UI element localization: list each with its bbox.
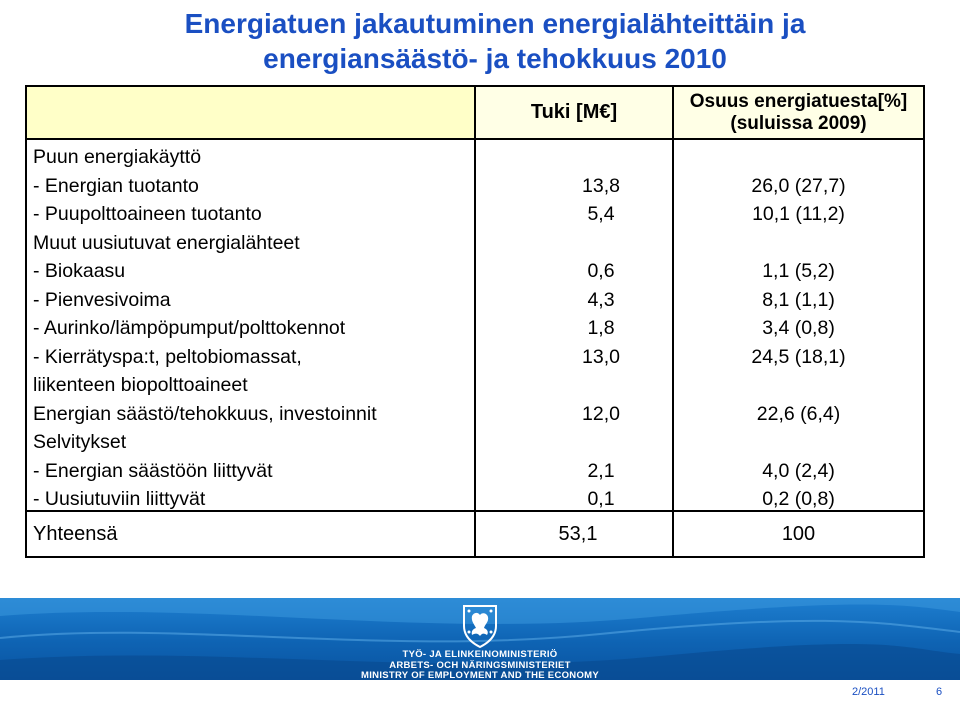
row-label: - Kierrätyspa:t, peltobiomassat, xyxy=(33,345,302,368)
total-support: 53,1 xyxy=(476,512,674,556)
row-label: - Uusiutuviin liittyvät xyxy=(33,488,206,510)
share-value: 10,1 (11,2) xyxy=(752,203,845,225)
row-label: Puun energiakäyttö xyxy=(33,146,202,168)
share-value: 22,6 (6,4) xyxy=(756,402,841,425)
row-label: - Pienvesivoima xyxy=(33,288,171,311)
page-number: 6 xyxy=(936,686,943,698)
header-share-line-1: Osuus energiatuesta[%] xyxy=(689,90,908,112)
ministry-name-sv: ARBETS- OCH NÄRINGSMINISTERIET xyxy=(389,659,571,671)
row-label: Selvitykset xyxy=(33,431,127,453)
table-header-row xyxy=(27,87,923,140)
header-support: Tuki [M€] xyxy=(476,87,674,138)
header-category xyxy=(27,87,476,138)
ministry-name xyxy=(330,650,630,682)
support-value: 13,8 xyxy=(582,174,620,197)
row-label: - Energian tuotanto xyxy=(33,174,199,197)
row-label: Energian säästö/tehokkuus, investoinnit xyxy=(33,402,377,425)
header-share xyxy=(674,87,923,138)
support-value: 1,8 xyxy=(587,317,615,339)
row-label: liikenteen biopolttoaineet xyxy=(33,374,248,396)
share-column xyxy=(674,140,923,510)
slide-title-line-2: energiansäästö- ja tehokkuus 2010 xyxy=(263,43,727,74)
ministry-name-fi: TYÖ- JA ELINKEINOMINISTERIÖ xyxy=(402,649,558,660)
lion-crest-icon xyxy=(460,602,500,648)
row-label: - Puupolttoaineen tuotanto xyxy=(33,203,262,225)
row-label: Muut uusiutuvat energialähteet xyxy=(33,231,300,254)
table-body-row xyxy=(27,140,923,512)
share-value: 1,1 (5,2) xyxy=(762,260,835,282)
total-label: Yhteensä xyxy=(27,512,476,556)
support-value xyxy=(476,371,672,400)
slide-title-line-1: Energiatuen jakautuminen energialähteittäin ja xyxy=(184,8,806,39)
share-value: 26,0 (27,7) xyxy=(751,174,846,197)
share-value xyxy=(674,229,923,258)
share-value: 4,0 (2,4) xyxy=(762,459,835,482)
ministry-name-en: MINISTRY OF EMPLOYMENT AND THE ECONOMY xyxy=(361,670,599,681)
total-share: 100 xyxy=(781,522,816,545)
support-value: 0,6 xyxy=(587,260,615,282)
row-label: - Aurinko/lämpöpumput/polttokennot xyxy=(33,317,346,339)
support-column xyxy=(476,140,674,510)
share-value xyxy=(674,428,923,457)
row-label: - Energian säästöön liittyvät xyxy=(33,459,273,482)
share-value: 0,2 (0,8) xyxy=(762,488,835,510)
share-value xyxy=(674,143,923,172)
support-value xyxy=(476,428,672,457)
header-share-line-2: (suluissa 2009) xyxy=(730,112,867,134)
support-value: 2,1 xyxy=(587,459,615,482)
support-value: 5,4 xyxy=(587,203,615,225)
support-value: 0,1 xyxy=(587,488,615,510)
support-value: 4,3 xyxy=(587,288,615,311)
table-total-row xyxy=(27,512,923,556)
share-value: 24,5 (18,1) xyxy=(751,345,846,368)
share-value: 3,4 (0,8) xyxy=(762,317,835,339)
slide-title xyxy=(70,6,920,76)
energy-support-table xyxy=(25,85,925,558)
support-value: 13,0 xyxy=(582,345,620,368)
category-column xyxy=(27,140,476,510)
support-value xyxy=(476,143,672,172)
footer-date: 2/2011 xyxy=(852,686,885,698)
row-label: - Biokaasu xyxy=(33,260,126,282)
support-value xyxy=(476,229,672,258)
share-value: 8,1 (1,1) xyxy=(762,288,835,311)
support-value: 12,0 xyxy=(582,402,620,425)
share-value xyxy=(674,371,923,400)
